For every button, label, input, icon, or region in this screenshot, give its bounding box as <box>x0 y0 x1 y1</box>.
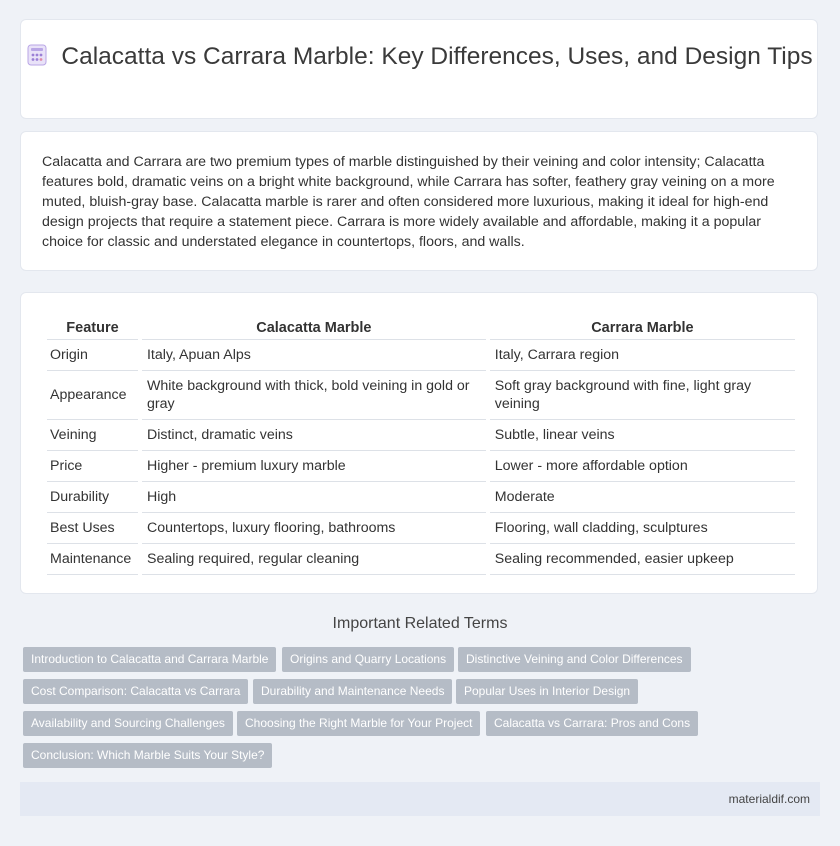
table-cell: High <box>142 482 486 513</box>
intro-card <box>20 131 818 271</box>
table-cell: Appearance <box>47 371 138 420</box>
table-cell: Sealing recommended, easier upkeep <box>490 544 795 575</box>
table-row <box>47 544 795 575</box>
table-cell: Maintenance <box>47 544 138 575</box>
table-cell: Price <box>47 451 138 482</box>
table-row <box>47 451 795 482</box>
related-term-tag[interactable]: Durability and Maintenance Needs <box>253 679 452 704</box>
table-row <box>47 340 795 371</box>
page-title: Calacatta vs Carrara Marble: Key Differences, Uses, and Design Tips <box>61 43 813 70</box>
related-term-tag[interactable]: Availability and Sourcing Challenges <box>23 711 233 736</box>
related-term-tag[interactable]: Conclusion: Which Marble Suits Your Style? <box>23 743 272 768</box>
related-term-tag[interactable]: Introduction to Calacatta and Carrara Marble <box>23 647 276 672</box>
calculator-icon <box>25 43 49 75</box>
related-term-tag[interactable]: Distinctive Veining and Color Differences <box>458 647 691 672</box>
table-header: Calacatta Marble <box>142 313 486 340</box>
table-cell: Sealing required, regular cleaning <box>142 544 486 575</box>
comparison-table <box>43 313 799 575</box>
table-cell: Distinct, dramatic veins <box>142 420 486 451</box>
related-term-tag[interactable]: Cost Comparison: Calacatta vs Carrara <box>23 679 248 704</box>
footer-site-link[interactable]: materialdif.com <box>728 792 810 806</box>
table-header: Feature <box>47 313 138 340</box>
table-cell: Moderate <box>490 482 795 513</box>
table-cell: Origin <box>47 340 138 371</box>
table-row <box>47 371 795 420</box>
related-term-tag[interactable]: Calacatta vs Carrara: Pros and Cons <box>486 711 698 736</box>
header-card <box>20 19 818 119</box>
related-terms-title: Important Related Terms <box>332 615 508 632</box>
footer <box>20 782 820 816</box>
table-cell: Soft gray background with fine, light gray veining <box>490 371 795 420</box>
table-row <box>47 482 795 513</box>
table-cell: Higher - premium luxury marble <box>142 451 486 482</box>
table-cell: Flooring, wall cladding, sculptures <box>490 513 795 544</box>
comparison-table-card <box>20 292 818 594</box>
table-row <box>47 420 795 451</box>
table-cell: Best Uses <box>47 513 138 544</box>
page-title-wrap <box>21 42 817 75</box>
intro-text: Calacatta and Carrara are two premium types of marble distinguished by their veining and color intensity; Calacatta features bold, dramatic veins on a bright white background, while Carrara has softer, feathery gray veining on a more muted, bluish-gray base. Calacatta marble is rarer and often considered more luxurious, making it ideal for high-end design projects that require a statement piece. Carrara is more widely available and affordable, making it a popular choice for classic and understated elegance in countertops, floors, and walls. <box>42 154 775 250</box>
table-cell: Durability <box>47 482 138 513</box>
related-term-tag[interactable]: Popular Uses in Interior Design <box>456 679 638 704</box>
table-cell: Italy, Apuan Alps <box>142 340 486 371</box>
table-cell: White background with thick, bold veining in gold or gray <box>142 371 486 420</box>
table-cell: Veining <box>47 420 138 451</box>
related-term-tag[interactable]: Origins and Quarry Locations <box>282 647 454 672</box>
table-cell: Italy, Carrara region <box>490 340 795 371</box>
table-header: Carrara Marble <box>490 313 795 340</box>
table-cell: Countertops, luxury flooring, bathrooms <box>142 513 486 544</box>
table-cell: Lower - more affordable option <box>490 451 795 482</box>
table-cell: Subtle, linear veins <box>490 420 795 451</box>
table-row <box>47 513 795 544</box>
related-term-tag[interactable]: Choosing the Right Marble for Your Project <box>237 711 480 736</box>
